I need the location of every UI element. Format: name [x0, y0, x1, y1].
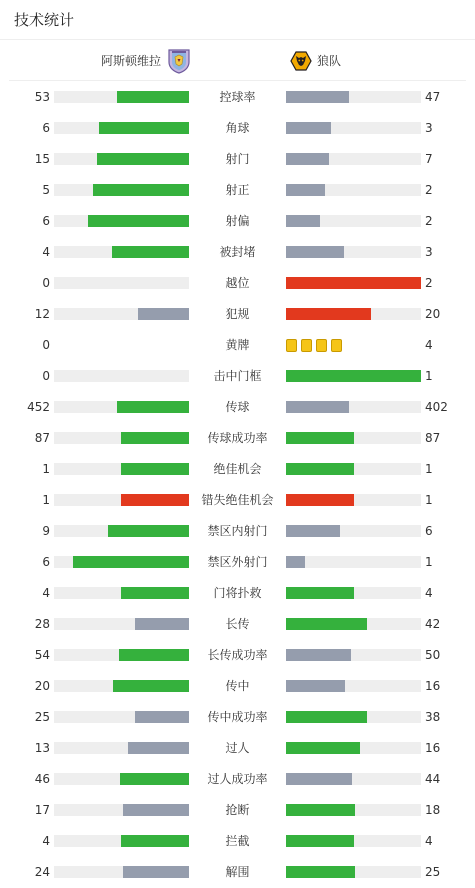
home-stat-bar-fill: [108, 525, 189, 537]
away-stat-value: 87: [425, 431, 441, 445]
away-stat-bar-fill: [286, 370, 421, 382]
away-stat-value: 20: [425, 307, 441, 321]
home-stat-value: 46: [34, 772, 50, 786]
home-stat-value: 87: [34, 431, 50, 445]
stat-label: 犯规: [225, 307, 250, 321]
stats-header: [0, 0, 475, 40]
home-stat-bar-fill: [128, 742, 189, 754]
home-stat-value: 4: [42, 586, 50, 600]
stat-label: 门将扑救: [213, 586, 262, 600]
away-stat-bar: [286, 308, 421, 320]
home-stat-bar-fill: [73, 556, 189, 568]
home-stat-value: 0: [42, 276, 50, 290]
away-stat-bar-fill: [286, 277, 421, 289]
away-stat-bar-fill: [286, 91, 349, 103]
away-stat-value: 38: [425, 710, 441, 724]
home-stat-value: 54: [34, 648, 50, 662]
home-stat-bar: [54, 525, 189, 537]
away-stat-value: 18: [425, 803, 441, 817]
away-stat-value: 1: [425, 555, 433, 569]
home-stat-value: 6: [42, 555, 50, 569]
home-stat-value: 15: [34, 152, 50, 166]
stat-label: 禁区外射门: [207, 555, 268, 569]
yellow-card-icon: [286, 339, 297, 352]
stat-row: [0, 795, 475, 826]
away-stat-bar-fill: [286, 587, 354, 599]
home-stat-bar: [54, 556, 189, 568]
away-stat-bar: [286, 153, 421, 165]
away-stat-bar: [286, 649, 421, 661]
away-stat-bar-fill: [286, 494, 354, 506]
away-stat-bar-fill: [286, 184, 325, 196]
stat-row: [0, 330, 475, 361]
aston-villa-crest-icon: [167, 48, 191, 74]
stat-row: [0, 857, 475, 888]
stat-row: [0, 609, 475, 640]
home-stat-value: 6: [42, 214, 50, 228]
away-stat-value: 16: [425, 679, 441, 693]
home-stat-value: 13: [34, 741, 50, 755]
home-stat-value: 1: [42, 462, 50, 476]
away-stat-bar: [286, 432, 421, 444]
away-stat-bar: [286, 773, 421, 785]
stat-row: [0, 702, 475, 733]
stat-row: [0, 640, 475, 671]
home-stat-bar-fill: [121, 835, 189, 847]
away-stat-bar: [286, 525, 421, 537]
home-stat-bar: [54, 308, 189, 320]
home-stat-value: 25: [34, 710, 50, 724]
home-team-name: 阿斯顿维拉: [100, 54, 161, 68]
away-stat-bar-fill: [286, 866, 355, 878]
stat-label: 被封堵: [219, 245, 256, 259]
home-stat-bar: [54, 246, 189, 258]
home-stat-bar: [54, 866, 189, 878]
home-stat-bar: [54, 587, 189, 599]
home-stat-value: 452: [27, 400, 50, 414]
away-stat-bar-fill: [286, 525, 340, 537]
stat-row: [0, 671, 475, 702]
stat-label: 黄牌: [225, 338, 250, 352]
stat-row: [0, 423, 475, 454]
away-stat-bar: [286, 370, 421, 382]
away-stat-bar-fill: [286, 463, 354, 475]
stat-label: 长传成功率: [207, 648, 268, 662]
away-stat-bar-fill: [286, 773, 352, 785]
home-stat-bar-fill: [135, 618, 189, 630]
away-stat-bar: [286, 91, 421, 103]
home-stat-value: 24: [34, 865, 50, 879]
away-stat-bar-fill: [286, 556, 305, 568]
stat-label: 控球率: [219, 90, 256, 104]
stat-label: 传球成功率: [207, 431, 268, 445]
stat-row: [0, 454, 475, 485]
away-stat-value: 4: [425, 834, 433, 848]
stat-row: [0, 268, 475, 299]
stat-row: [0, 144, 475, 175]
away-stat-value: 3: [425, 245, 433, 259]
stat-label: 禁区内射门: [207, 524, 268, 538]
home-stat-bar-fill: [123, 804, 189, 816]
home-stat-bar: [54, 649, 189, 661]
away-stat-bar-fill: [286, 122, 331, 134]
stat-row: [0, 82, 475, 113]
home-stat-value: 9: [42, 524, 50, 538]
home-stat-bar-fill: [112, 246, 189, 258]
away-stat-value: 1: [425, 369, 433, 383]
home-stat-bar: [54, 215, 189, 227]
away-stat-bar: [286, 215, 421, 227]
away-stat-value: 2: [425, 276, 433, 290]
away-stat-value: 2: [425, 183, 433, 197]
home-stat-bar: [54, 277, 189, 289]
away-stat-bar: [286, 711, 421, 723]
away-stat-bar-fill: [286, 804, 355, 816]
away-stat-value: 402: [425, 400, 448, 414]
stat-row: [0, 578, 475, 609]
stat-row: [0, 206, 475, 237]
home-stat-bar: [54, 618, 189, 630]
wolves-crest-icon: [289, 48, 313, 74]
yellow-card-icon: [316, 339, 327, 352]
away-stat-value: 3: [425, 121, 433, 135]
home-stat-value: 4: [42, 834, 50, 848]
home-stat-bar: [54, 184, 189, 196]
away-team-name: 狼队: [317, 54, 342, 68]
stat-label: 长传: [225, 617, 250, 631]
page-title: 技术统计: [14, 11, 75, 29]
away-stat-bar-fill: [286, 308, 371, 320]
stat-row: [0, 361, 475, 392]
home-stat-bar: [54, 370, 189, 382]
stat-label: 射偏: [225, 214, 250, 228]
away-stat-value: 44: [425, 772, 441, 786]
stat-label: 击中门框: [213, 369, 262, 383]
away-stat-value: 4: [425, 586, 433, 600]
home-stat-bar-fill: [119, 649, 189, 661]
stat-row: [0, 175, 475, 206]
away-stat-bar-fill: [286, 246, 344, 258]
stat-row: [0, 392, 475, 423]
stat-label: 抢断: [225, 803, 250, 817]
stat-label: 过人成功率: [207, 772, 268, 786]
home-stat-bar-fill: [88, 215, 189, 227]
away-stat-value: 42: [425, 617, 441, 631]
home-team[interactable]: [101, 40, 191, 81]
away-stat-bar-fill: [286, 215, 320, 227]
home-stat-bar: [54, 463, 189, 475]
home-stat-bar: [54, 835, 189, 847]
home-stat-value: 0: [42, 338, 50, 352]
away-stat-bar-fill: [286, 618, 367, 630]
stat-row: [0, 237, 475, 268]
home-stat-bar-fill: [117, 401, 189, 413]
teams-row: [9, 40, 466, 81]
home-stat-bar: [54, 680, 189, 692]
away-stat-value: 2: [425, 214, 433, 228]
stats-list: [0, 81, 475, 888]
stat-label: 射正: [225, 183, 250, 197]
home-stat-bar-fill: [117, 91, 189, 103]
home-stat-bar-fill: [121, 587, 189, 599]
stat-row: [0, 516, 475, 547]
home-stat-bar: [54, 711, 189, 723]
away-stat-bar: [286, 277, 421, 289]
home-stat-value: 5: [42, 183, 50, 197]
away-stat-value: 7: [425, 152, 433, 166]
yellow-card-icon: [331, 339, 342, 352]
home-stat-value: 12: [34, 307, 50, 321]
away-yellow-cards: [286, 339, 342, 352]
home-stat-value: 20: [34, 679, 50, 693]
home-stat-bar-fill: [121, 432, 189, 444]
home-stat-bar: [54, 91, 189, 103]
home-stat-bar: [54, 401, 189, 413]
home-stat-bar: [54, 494, 189, 506]
away-stat-bar: [286, 246, 421, 258]
away-stat-bar-fill: [286, 711, 367, 723]
stat-row: [0, 113, 475, 144]
away-stat-bar: [286, 804, 421, 816]
away-stat-bar: [286, 742, 421, 754]
home-stat-value: 1: [42, 493, 50, 507]
stat-label: 拦截: [225, 834, 250, 848]
home-stat-bar: [54, 122, 189, 134]
stat-row: [0, 826, 475, 857]
stat-label: 传中: [225, 679, 250, 693]
yellow-card-icon: [301, 339, 312, 352]
away-stat-value: 4: [425, 338, 433, 352]
stat-label: 绝佳机会: [213, 462, 262, 476]
stat-row: [0, 733, 475, 764]
away-stat-bar-fill: [286, 680, 345, 692]
home-stat-bar: [54, 153, 189, 165]
away-stat-bar: [286, 587, 421, 599]
away-stat-bar: [286, 866, 421, 878]
away-stat-value: 25: [425, 865, 441, 879]
home-stat-bar: [54, 742, 189, 754]
home-stat-bar-fill: [121, 463, 189, 475]
away-stat-value: 6: [425, 524, 433, 538]
away-stat-bar: [286, 184, 421, 196]
stat-row: [0, 764, 475, 795]
away-stat-bar-fill: [286, 432, 354, 444]
stat-label: 角球: [225, 121, 250, 135]
away-stat-bar-fill: [286, 649, 351, 661]
away-stat-bar: [286, 494, 421, 506]
stat-label: 过人: [225, 741, 250, 755]
home-stat-value: 4: [42, 245, 50, 259]
away-stat-bar-fill: [286, 835, 354, 847]
stat-row: [0, 485, 475, 516]
home-stat-bar-fill: [99, 122, 189, 134]
home-stat-bar: [54, 432, 189, 444]
stat-label: 射门: [225, 152, 250, 166]
home-stat-bar-fill: [138, 308, 189, 320]
away-stat-value: 1: [425, 493, 433, 507]
away-stat-bar: [286, 556, 421, 568]
away-team[interactable]: [289, 40, 341, 81]
away-stat-bar: [286, 463, 421, 475]
away-stat-value: 1: [425, 462, 433, 476]
away-stat-value: 50: [425, 648, 441, 662]
away-stat-value: 16: [425, 741, 441, 755]
home-stat-bar-fill: [135, 711, 189, 723]
home-stat-value: 28: [34, 617, 50, 631]
away-stat-bar-fill: [286, 742, 360, 754]
home-stat-bar-fill: [113, 680, 189, 692]
home-stat-bar: [54, 773, 189, 785]
home-stat-value: 0: [42, 369, 50, 383]
away-stat-bar: [286, 618, 421, 630]
stat-label: 传球: [225, 400, 250, 414]
away-stat-bar-fill: [286, 401, 349, 413]
home-stat-value: 53: [34, 90, 50, 104]
home-stat-bar: [54, 804, 189, 816]
stat-label: 传中成功率: [207, 710, 268, 724]
home-stat-value: 17: [34, 803, 50, 817]
away-stat-value: 47: [425, 90, 441, 104]
stat-label: 越位: [225, 276, 250, 290]
stat-row: [0, 299, 475, 330]
away-stat-bar: [286, 680, 421, 692]
stat-label: 解围: [225, 865, 250, 879]
home-stat-value: 6: [42, 121, 50, 135]
away-stat-bar: [286, 401, 421, 413]
home-stat-bar-fill: [123, 866, 189, 878]
away-stat-bar-fill: [286, 153, 329, 165]
home-stat-bar-fill: [121, 494, 189, 506]
home-stat-bar-fill: [97, 153, 189, 165]
away-stat-bar: [286, 122, 421, 134]
home-stat-bar-fill: [93, 184, 189, 196]
stat-row: [0, 547, 475, 578]
home-stat-bar-fill: [120, 773, 189, 785]
away-stat-bar: [286, 835, 421, 847]
stat-label: 错失绝佳机会: [201, 493, 274, 507]
